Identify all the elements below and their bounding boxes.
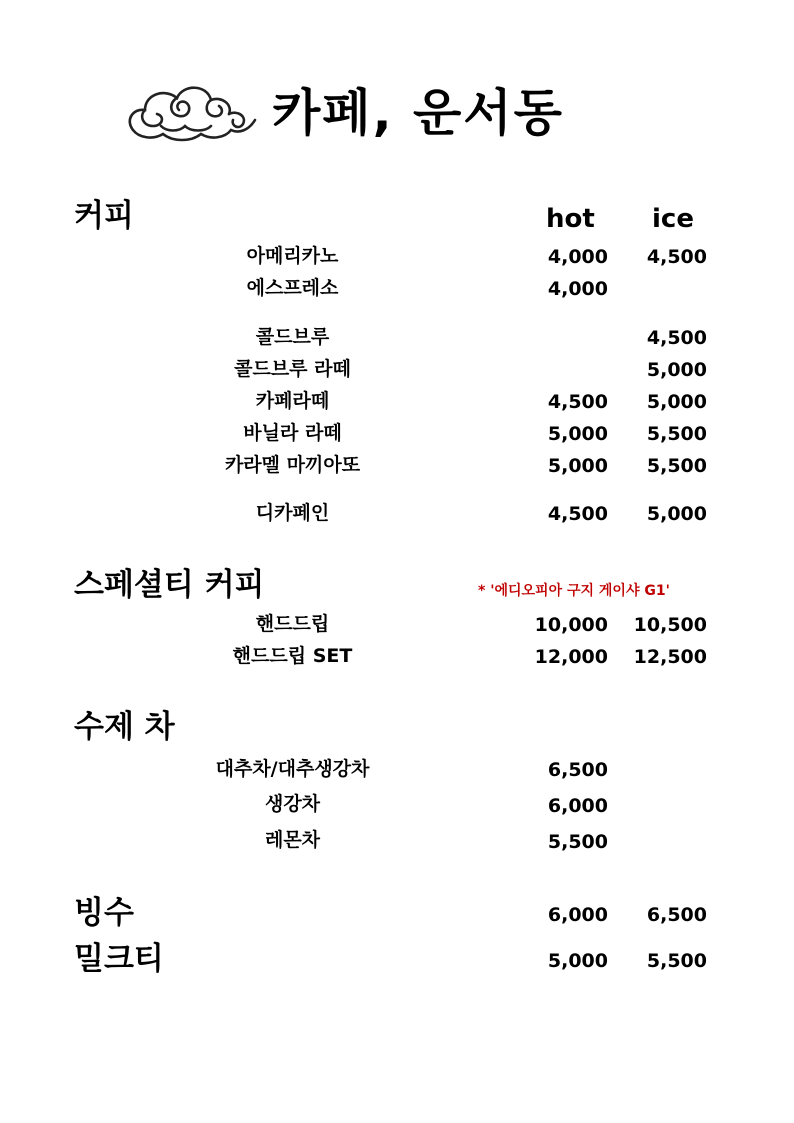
menu-item-ice-price: 6,500 bbox=[646, 904, 707, 926]
menu-item-hot-price: 12,000 bbox=[534, 646, 608, 668]
menu-item-hot-price: 4,500 bbox=[547, 391, 608, 413]
menu-item-hot-price: 6,500 bbox=[547, 759, 608, 781]
menu-item-ice-price: 5,000 bbox=[646, 391, 707, 413]
menu-item-name: 바닐라 라떼 bbox=[243, 422, 342, 444]
section-title-tea: 수제 차 bbox=[74, 709, 175, 745]
menu-item-name: 생강차 bbox=[264, 793, 321, 815]
menu-item-name: 핸드드립 SET bbox=[232, 645, 353, 667]
menu-item-hot-price: 5,000 bbox=[547, 423, 608, 445]
section-title-coffee: 커피 bbox=[74, 198, 134, 234]
menu-item-ice-price: 5,500 bbox=[646, 455, 707, 477]
menu-item-hot-price: 5,000 bbox=[547, 455, 608, 477]
section-title-milk-tea: 밀크티 bbox=[74, 941, 164, 977]
menu-item-name: 레몬차 bbox=[264, 829, 321, 851]
menu-item-name: 디카페인 bbox=[255, 502, 330, 524]
menu-item-ice-price: 10,500 bbox=[633, 614, 707, 636]
menu-item-name: 카라멜 마끼아또 bbox=[224, 454, 361, 476]
menu-item-ice-price: 5,500 bbox=[646, 423, 707, 445]
menu-item-name: 콜드브루 라떼 bbox=[234, 358, 351, 380]
cloud-logo-icon bbox=[125, 80, 260, 146]
menu-item-name: 에스프레소 bbox=[246, 277, 339, 299]
cafe-title: 카페, 운서동 bbox=[272, 84, 564, 142]
section-title-specialty: 스페셜티 커피 bbox=[74, 567, 265, 603]
menu-item-hot-price: 6,000 bbox=[547, 904, 608, 926]
menu-item-ice-price: 12,500 bbox=[633, 646, 707, 668]
section-title-bingsu: 빙수 bbox=[74, 895, 134, 931]
menu-item-ice-price: 5,500 bbox=[646, 950, 707, 972]
menu-item-ice-price: 5,000 bbox=[646, 503, 707, 525]
menu-item-hot-price: 6,000 bbox=[547, 795, 608, 817]
menu-item-name: 콜드브루 bbox=[255, 326, 330, 348]
menu-item-hot-price: 4,500 bbox=[547, 503, 608, 525]
column-header-ice: ice bbox=[652, 204, 694, 234]
menu-item-hot-price: 4,000 bbox=[547, 246, 608, 268]
menu-item-hot-price: 5,000 bbox=[547, 950, 608, 972]
menu-item-hot-price: 4,000 bbox=[547, 278, 608, 300]
menu-item-name: 아메리카노 bbox=[246, 245, 339, 267]
menu-item-ice-price: 4,500 bbox=[646, 246, 707, 268]
menu-item-name: 카페라떼 bbox=[255, 390, 330, 412]
menu-item-ice-price: 5,000 bbox=[646, 359, 707, 381]
menu-item-hot-price: 10,000 bbox=[534, 614, 608, 636]
menu-item-name: 대추차/대추생강차 bbox=[215, 758, 370, 780]
menu-item-ice-price: 4,500 bbox=[646, 327, 707, 349]
menu-item-name: 핸드드립 bbox=[255, 613, 330, 635]
column-header-hot: hot bbox=[546, 204, 595, 234]
menu-item-hot-price: 5,500 bbox=[547, 831, 608, 853]
specialty-note: * '에디오피아 구지 게이샤 G1' bbox=[478, 583, 670, 599]
